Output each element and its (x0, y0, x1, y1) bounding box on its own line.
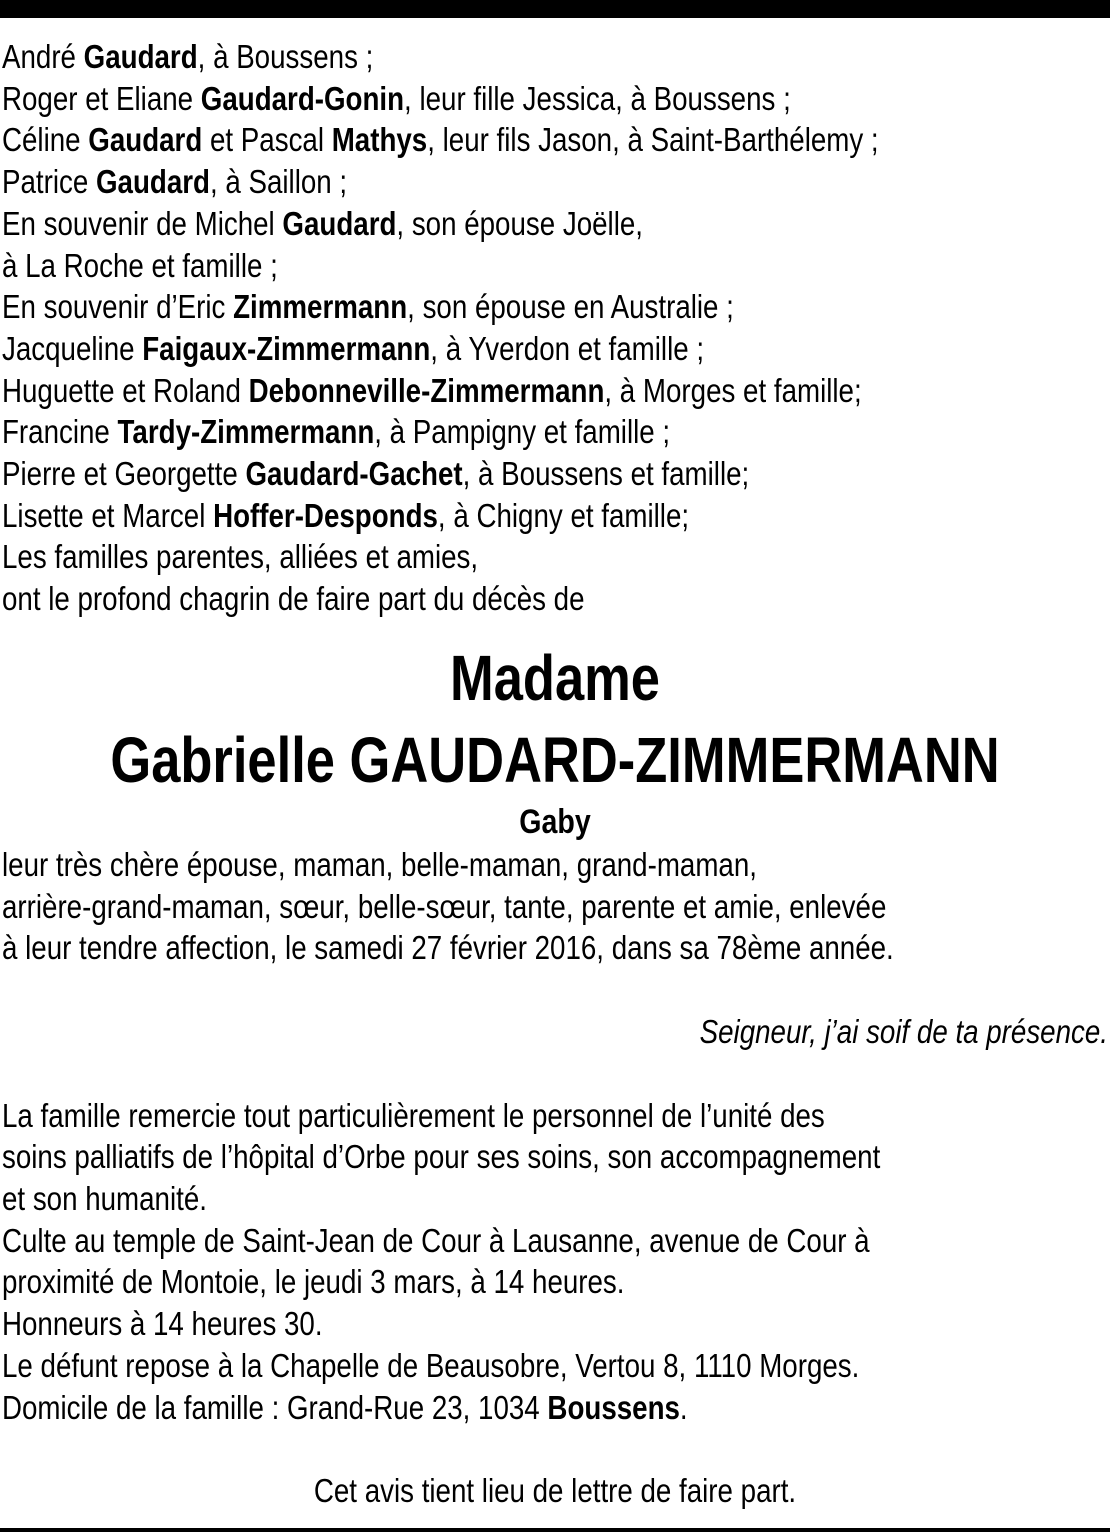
scripture-quote: Seigneur, j’ai soif de ta présence. (699, 1012, 1108, 1050)
deceased-title: Madame (450, 641, 660, 714)
thanks-line: et son humanité. (2, 1180, 207, 1218)
tribute-line: à leur tendre affection, le samedi 27 février 2016, dans sa 78ème année. (2, 929, 894, 967)
deceased-nickname: Gaby (519, 802, 591, 841)
service-line: Le défunt repose à la Chapelle de Beausobre, Vertou 8, 1110 Morges. (2, 1346, 860, 1384)
thanks-paragraph (2, 1095, 1108, 1220)
thanks-line: soins palliatifs de l’hôpital d’Orbe pour ses soins, son accompagnement (2, 1138, 881, 1176)
family-line: Lisette et Marcel Hoffer-Desponds, à Chigny et famille; (2, 496, 690, 534)
family-line: Huguette et Roland Debonneville-Zimmermann, à Morges et famille; (2, 371, 862, 409)
family-line: Roger et Eliane Gaudard-Gonin, leur fille Jessica, à Boussens ; (2, 79, 791, 117)
bottom-rule (0, 1528, 1110, 1532)
family-list (2, 36, 1108, 620)
closing-note: Cet avis tient lieu de lettre de faire part. (313, 1472, 797, 1510)
family-line: à La Roche et famille ; (2, 246, 278, 284)
family-line: Patrice Gaudard, à Saillon ; (2, 163, 348, 201)
family-line: En souvenir d’Eric Zimmermann, son épouse en Australie ; (2, 288, 734, 326)
family-line: Céline Gaudard et Pascal Mathys, leur fils Jason, à Saint-Barthélemy ; (2, 121, 879, 159)
family-line: Pierre et Georgette Gaudard-Gachet, à Boussens et famille; (2, 455, 750, 493)
tribute-line: leur très chère épouse, maman, belle-maman, grand-maman, (2, 845, 757, 883)
family-line: Jacqueline Faigaux-Zimmermann, à Yverdon et famille ; (2, 329, 705, 367)
tribute-line: arrière-grand-maman, sœur, belle-sœur, tante, parente et amie, enlevée (2, 887, 887, 925)
death-notice (2, 36, 1108, 1512)
family-address: Domicile de la famille : Grand-Rue 23, 1034 Boussens. (2, 1388, 688, 1426)
service-line: Culte au temple de Saint-Jean de Cour à Lausanne, avenue de Cour à (2, 1221, 870, 1259)
service-paragraph (2, 1220, 1108, 1429)
top-rule (0, 0, 1110, 18)
family-line: André Gaudard, à Boussens ; (2, 38, 374, 75)
service-line: proximité de Montoie, le jeudi 3 mars, à 14 heures. (2, 1263, 625, 1301)
tribute-paragraph (2, 844, 1108, 969)
family-line: Francine Tardy-Zimmermann, à Pampigny et famille ; (2, 413, 671, 451)
spacer (2, 1053, 1108, 1095)
family-line: Les familles parentes, alliées et amies, (2, 538, 479, 576)
thanks-line: La famille remercie tout particulièrement le personnel de l’unité des (2, 1096, 825, 1134)
family-line: En souvenir de Michel Gaudard, son épouse Joëlle, (2, 204, 643, 242)
deceased-name: Gabrielle GAUDARD-ZIMMERMANN (110, 723, 1000, 796)
family-line: ont le profond chagrin de faire part du décès de (2, 580, 585, 618)
service-line: Honneurs à 14 heures 30. (2, 1305, 323, 1343)
